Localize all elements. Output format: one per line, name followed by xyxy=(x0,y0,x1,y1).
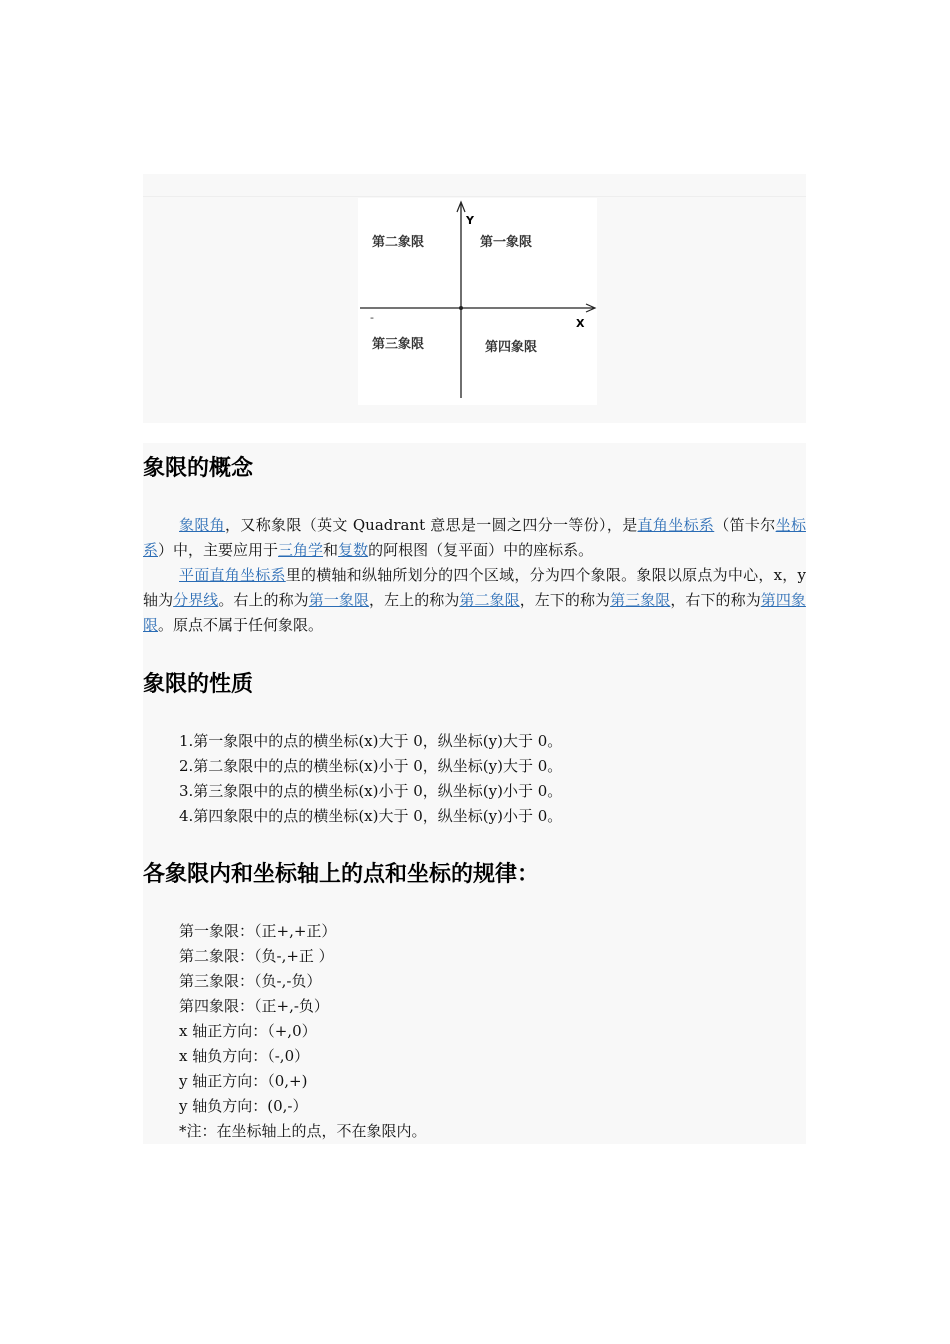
list-item: 第四象限：（正+,-负） xyxy=(179,997,329,1015)
paragraph-text: 里的横轴和纵轴所划分的四个区域，分为四个象限。象限以原点为中心，x，y 轴为 xyxy=(143,566,806,609)
article-content xyxy=(143,443,806,1144)
origin-point xyxy=(459,306,463,310)
list-item: 第二象限：（负-,+正 ） xyxy=(179,947,334,965)
link-boundary-line[interactable]: 分界线 xyxy=(173,591,219,609)
link-first-quadrant[interactable]: 第一象限 xyxy=(308,591,370,609)
quadrant-2-label: 第二象限 xyxy=(372,235,425,250)
paragraph-text: 。原点不属于任何象限。 xyxy=(158,616,324,634)
list-item: 第一象限：（正+,+正） xyxy=(179,922,337,940)
list-item: 2.第二象限中的点的横坐标(x)小于 0，纵坐标(y)大于 0。 xyxy=(179,757,563,775)
link-cartesian-coordinate-system[interactable]: 直角坐标系 xyxy=(637,516,715,534)
paragraph-text: 的阿根图（复平面）中的座标系。 xyxy=(368,541,594,559)
minus-mark: - xyxy=(370,311,374,324)
paragraph-text: 和 xyxy=(323,541,339,559)
paragraph-text: ）中，主要应用于 xyxy=(158,541,279,559)
link-plane-cartesian-system[interactable]: 平面直角坐标系 xyxy=(179,566,286,584)
link-third-quadrant[interactable]: 第三象限 xyxy=(610,591,671,609)
quadrant-4-label: 第四象限 xyxy=(485,340,538,355)
section-heading-concept: 象限的概念 xyxy=(143,456,254,481)
paragraph-text: ，右下的称为 xyxy=(670,591,761,609)
list-item: 第三象限：（负-,-负） xyxy=(179,972,322,990)
quadrant-3-label: 第三象限 xyxy=(372,337,425,352)
link-second-quadrant[interactable]: 第二象限 xyxy=(459,591,520,609)
list-item: y 轴负方向：(0,-） xyxy=(179,1097,308,1115)
divider xyxy=(143,196,806,197)
x-axis-label: X xyxy=(576,317,585,330)
list-item: x 轴正方向：（+,0） xyxy=(179,1022,317,1040)
quadrant-1-label: 第一象限 xyxy=(480,235,533,250)
paragraph-text: ，左上的称为 xyxy=(369,591,460,609)
quadrant-diagram xyxy=(358,198,597,405)
paragraph-text: ，又称象限（英文 Quadrant 意思是一圆之四分一等份），是 xyxy=(225,516,638,534)
link-coordinate-system[interactable]: 坐标系 xyxy=(143,516,806,559)
paragraph-text: （笛卡尔 xyxy=(714,516,776,534)
paragraph-definition xyxy=(143,513,806,563)
rules-list xyxy=(179,919,427,1144)
list-item: 3.第三象限中的点的横坐标(x)小于 0，纵坐标(y)小于 0。 xyxy=(179,782,563,800)
list-item: *注：在坐标轴上的点，不在象限内。 xyxy=(179,1122,427,1140)
quadrant-diagram-svg xyxy=(358,198,597,405)
section-heading-rules: 各象限内和坐标轴上的点和坐标的规律： xyxy=(143,862,540,887)
list-item: x 轴负方向：（-,0） xyxy=(179,1047,310,1065)
list-item: 4.第四象限中的点的横坐标(x)大于 0，纵坐标(y)小于 0。 xyxy=(179,807,563,825)
link-trigonometry[interactable]: 三角学 xyxy=(278,541,324,559)
paragraph-text: ，左下的称为 xyxy=(519,591,611,609)
y-axis-label: Y xyxy=(466,214,474,227)
paragraph-quadrant-division xyxy=(143,563,806,638)
link-fourth-quadrant[interactable]: 第四象限 xyxy=(143,591,806,634)
paragraph-text: 。右上的称为 xyxy=(218,591,309,609)
properties-list xyxy=(179,729,562,829)
link-quadrant-angle[interactable]: 象限角 xyxy=(179,516,226,534)
figure-band xyxy=(143,174,806,423)
list-item: y 轴正方向：（0,+) xyxy=(179,1072,308,1090)
section-heading-properties: 象限的性质 xyxy=(143,672,254,697)
link-complex-number[interactable]: 复数 xyxy=(338,541,369,559)
list-item: 1.第一象限中的点的横坐标(x)大于 0，纵坐标(y)大于 0。 xyxy=(179,732,563,750)
